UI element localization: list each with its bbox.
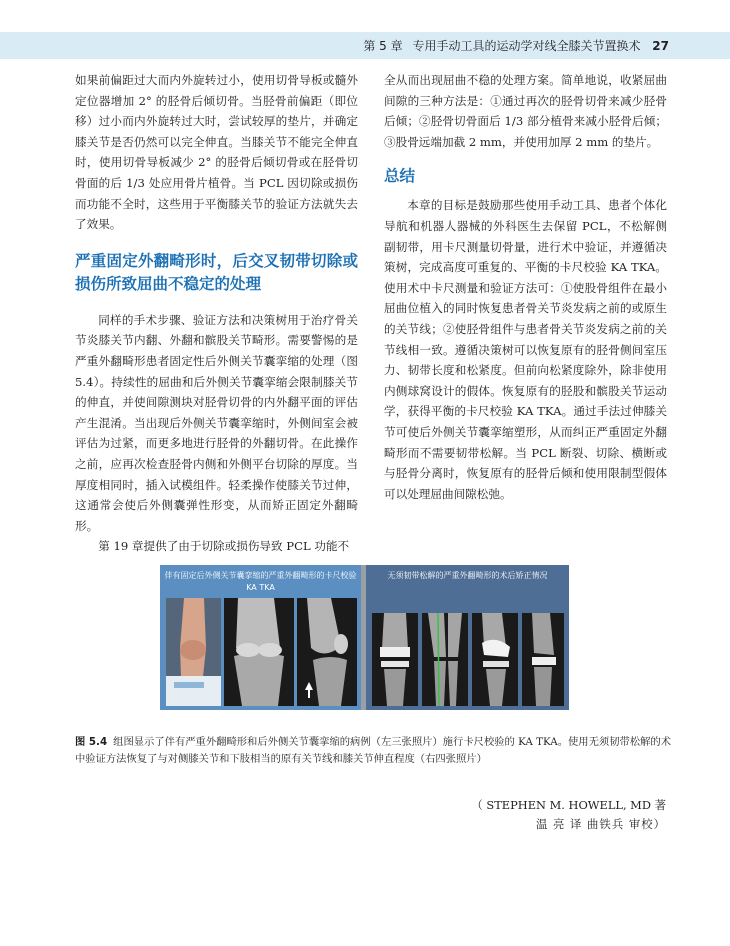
chapter-number: 第 5 章 [363, 39, 403, 53]
translator-credit: 温 亮 译 曲铁兵 审校） [536, 817, 666, 831]
paragraph: 全从而出现屈曲不稳的处理方案。简单地说，收紧屈曲间隙的三种方法是：①通过再次的胫骨切骨来减少胫骨后倾；②胫骨切骨面后 1/3 部分植骨来减小胫骨后倾；③股骨远端加截 2 mm，并使用加厚 2 mm 的垫片。 [384, 73, 667, 149]
knee-xray-lateral [297, 598, 357, 706]
left-column [75, 70, 358, 557]
right-panel-title: 无须韧带松解的严重外翻畸形的术后矫正情况 [387, 571, 548, 580]
left-panel-title: 伴有固定后外侧关节囊挛缩的严重外翻畸形的卡尺校验 KA TKA [164, 571, 357, 592]
caption-text: 组图显示了伴有严重外翻畸形和后外侧关节囊挛缩的病例（左三张照片）施行卡尺校验的 KA TKA。使用无须韧带松解的术中验证方法恢复了与对侧膝关节和下肢相当的原有关节线和膝关节伸直程度（右四张照片） [75, 736, 671, 765]
paragraph: 同样的手术步骤、验证方法和决策树用于治疗骨关节炎膝关节内翻、外翻和髌股关节畸形。需要警惕的是严重外翻畸形患者固定性后外侧关节囊挛缩的处理（图 5.4）。持续性的屈曲和后外侧关节囊挛缩会限制膝关节的伸直，并使间隙测块对胫骨切骨的内外翻平面的评估产生混淆。当出现后外侧关节囊挛缩时，外侧间室会被评估为过紧，而更多地进行胫骨的外翻切骨。在此操作之前，应再次检查胫骨内侧和外侧平台切除的厚度。当厚度相同时，插入试模组件。轻柔操作使膝关节过伸，这通常会使后外侧囊弹性形变，从而矫正固定外翻畸形。 [75, 312, 358, 533]
postop-xray-flexion [522, 613, 564, 706]
author-credit: （ STEPHEN M. HOWELL, MD 著 [471, 798, 666, 812]
paragraph: 第 19 章提供了由于切除或损伤导致 PCL 功能不 [98, 539, 350, 554]
running-header [363, 37, 669, 54]
paragraph: 本章的目标是鼓励那些使用手动工具、患者个体化导航和机器人器械的外科医生去保留 PCL，不松解侧副韧带，用卡尺测量切骨量，进行术中验证，并遵循决策树，完成高度可重复的、平衡的卡尺校验 KA TKA。使用术中卡尺测量和验证方法可：①使股骨组件在最小屈曲位植入的同时恢复患者骨关节炎发病之前的或原生的关节线；②使胫骨组件与患者骨关节炎发病之前的关节线相一致。遵循决策树可以恢复原有的胫骨侧间室压力、韧带长度和松紧度。但前向松紧度除外，除非使用内侧球窝设计的假体。恢复原有的胫股和髌股关节运动学，获得平衡的卡尺校验 KA TKA。通过手法过伸膝关节可使后外侧关节囊挛缩塑形，从而纠正严重固定外翻畸形而不需要韧带松解。当 PCL 断裂、切除、横断或与胫骨分离时，恢复原有的胫骨后倾和使用限制型假体可以处理屈曲间隙松弛。 [384, 198, 667, 501]
paragraph: 如果前偏距过大而内外旋转过小，使用切骨导板或髓外定位器增加 2° 的胫骨后倾切骨。当胫骨前偏距（即位移）过小而内外旋转过大时，尝试较厚的垫片，并确定膝关节是否仍然可以完全伸直。当膝关节不能完全伸直时，使用切骨导板减少 2° 的胫骨后倾切骨或在胫骨切骨面的后 1/3 处应用骨片植骨。当 PCL 因切除或损伤而功能不全时，这些用于平衡膝关节的验证方法就失去了效果。 [75, 73, 358, 232]
postop-xray-ap [372, 613, 418, 706]
postop-xray-lateral [472, 613, 518, 706]
figure-5-4 [160, 565, 569, 710]
right-column [384, 70, 667, 504]
knee-xray-ap [224, 598, 294, 706]
figure-caption [75, 734, 671, 768]
section-heading: 严重固定外翻畸形时，后交叉韧带切除或损伤所致屈曲不稳定的处理 [75, 251, 358, 293]
leg-photo [166, 598, 221, 706]
figure-label: 图 5.4 [75, 736, 108, 748]
full-leg-xray [422, 613, 468, 706]
figure-right-panel [366, 565, 569, 710]
chapter-title: 专用手动工具的运动学对线全膝关节置换术 [412, 39, 641, 53]
figure-left-panel [160, 565, 361, 710]
summary-heading: 总结 [384, 167, 416, 186]
page-number: 27 [652, 39, 669, 53]
